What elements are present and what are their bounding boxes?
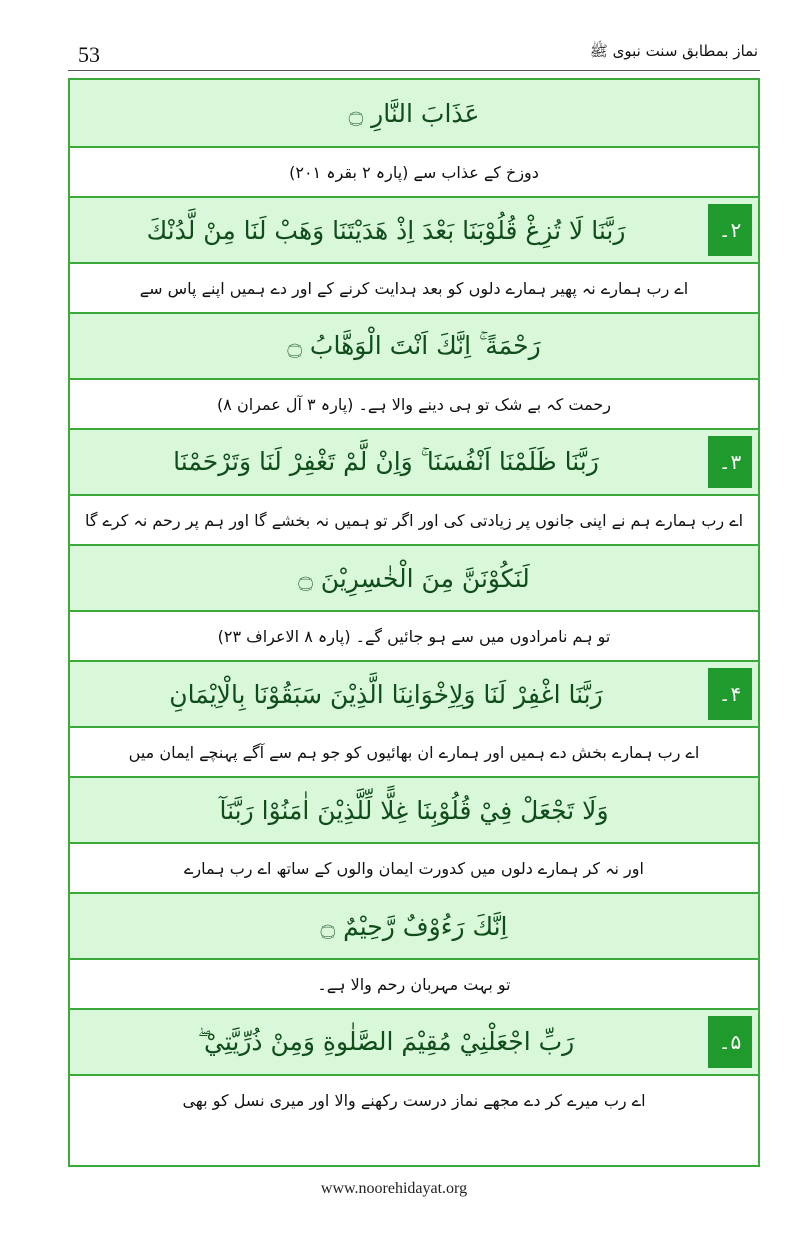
footer-website: www.noorehidayat.org xyxy=(320,1180,468,1197)
arabic-verse: اِنَّكَ رَءُوْفٌ رَّحِيْمٌ ۝ xyxy=(320,911,508,941)
page-number: 53 xyxy=(78,42,100,67)
urdu-translation-row xyxy=(70,844,758,892)
arabic-verse-row xyxy=(70,660,758,728)
urdu-translation: تو ہم نامرادوں میں سے ہو جائیں گے۔ (پارہ ۸ الاعراف ۲۳) xyxy=(217,626,611,646)
arabic-verse: رَبَّنَا اغْفِرْ لَنَا وَلِاِخْوَانِنَا الَّذِيْنَ سَبَقُوْنَا بِالْاِيْمَانِ xyxy=(169,679,603,709)
arabic-verse-row xyxy=(70,544,758,612)
arabic-verse-row xyxy=(70,312,758,380)
arabic-verse-row xyxy=(70,196,758,264)
urdu-translation-row xyxy=(70,148,758,196)
urdu-translation: اے رب ہمارے نہ پھیر ہمارے دلوں کو بعد ہدایت کرنے کے اور دے ہمیں اپنے پاس سے xyxy=(139,278,689,298)
arabic-verse: رَبَّنَا ظَلَمْنَا اَنْفُسَنَا ۚ وَاِنْ لَّمْ تَغْفِرْ لَنَا وَتَرْحَمْنَا xyxy=(173,447,599,476)
urdu-translation-row xyxy=(70,612,758,660)
urdu-translation-row xyxy=(70,728,758,776)
verse-number-badge: ۳۔ xyxy=(708,436,752,488)
arabic-verse: لَنَكُوْنَنَّ مِنَ الْخٰسِرِيْنَ ۝ xyxy=(298,563,530,593)
content-frame xyxy=(68,78,760,1167)
arabic-verse-row xyxy=(70,776,758,844)
urdu-translation-row xyxy=(70,960,758,1008)
urdu-translation-row xyxy=(70,496,758,544)
urdu-translation-row xyxy=(70,380,758,428)
urdu-translation: اے رب میرے کر دے مجھے نماز درست رکھنے والا اور میری نسل کو بھی xyxy=(182,1090,646,1110)
urdu-translation-row xyxy=(70,264,758,312)
arabic-verse: عَذَابَ النَّارِ ۝ xyxy=(348,98,480,128)
verse-number-badge: ۴۔ xyxy=(708,668,752,720)
arabic-verse-row xyxy=(70,892,758,960)
running-title: نماز بمطابق سنت نبوی ﷺ xyxy=(589,42,758,60)
header-divider xyxy=(68,70,760,71)
urdu-translation: اے رب ہمارے ہم نے اپنی جانوں پر زیادتی کی اور اگر تو ہمیں نہ بخشے گا اور ہم پر رحم نہ کرے گا xyxy=(84,510,744,530)
arabic-verse: وَلَا تَجْعَلْ فِيْ قُلُوْبِنَا غِلًّا لِّلَّذِيْنَ اٰمَنُوْا رَبَّنَآ xyxy=(219,795,609,825)
arabic-verse: رَبَّنَا لَا تُزِغْ قُلُوْبَنَا بَعْدَ اِذْ هَدَيْتَنَا وَهَبْ لَنَا مِنْ لَّدُنْكَ xyxy=(146,215,626,245)
urdu-translation: دوزخ کے عذاب سے (پارہ ۲ بقرہ ۲۰۱) xyxy=(289,162,539,182)
verse-number-badge: ۲۔ xyxy=(708,204,752,256)
urdu-translation: تو بہت مہربان رحم والا ہے۔ xyxy=(317,974,511,994)
arabic-verse: رَبِّ اجْعَلْنِيْ مُقِيْمَ الصَّلٰوةِ وَمِنْ ذُرِّيَّتِيْ ۖ xyxy=(197,1027,575,1056)
arabic-verse-row xyxy=(70,1008,758,1076)
urdu-translation: اور نہ کر ہمارے دلوں میں کدورت ایمان والوں کے ساتھ اے رب ہمارے xyxy=(184,858,644,878)
arabic-verse: رَحْمَةً ۚ اِنَّكَ اَنْتَ الْوَهَّابُ ۝ xyxy=(287,331,541,360)
urdu-translation: اے رب ہمارے بخش دے ہمیں اور ہمارے ان بھائیوں کو جو ہم سے آگے پہنچے ایمان میں xyxy=(128,742,700,762)
verse-number-badge: ۵۔ xyxy=(708,1016,752,1068)
urdu-translation: رحمت کہ بے شک تو ہی دینے والا ہے۔ (پارہ ۳ آل عمران ۸) xyxy=(217,394,611,414)
urdu-translation-row xyxy=(70,1076,758,1124)
arabic-verse-row xyxy=(70,428,758,496)
arabic-verse-row xyxy=(70,80,758,148)
